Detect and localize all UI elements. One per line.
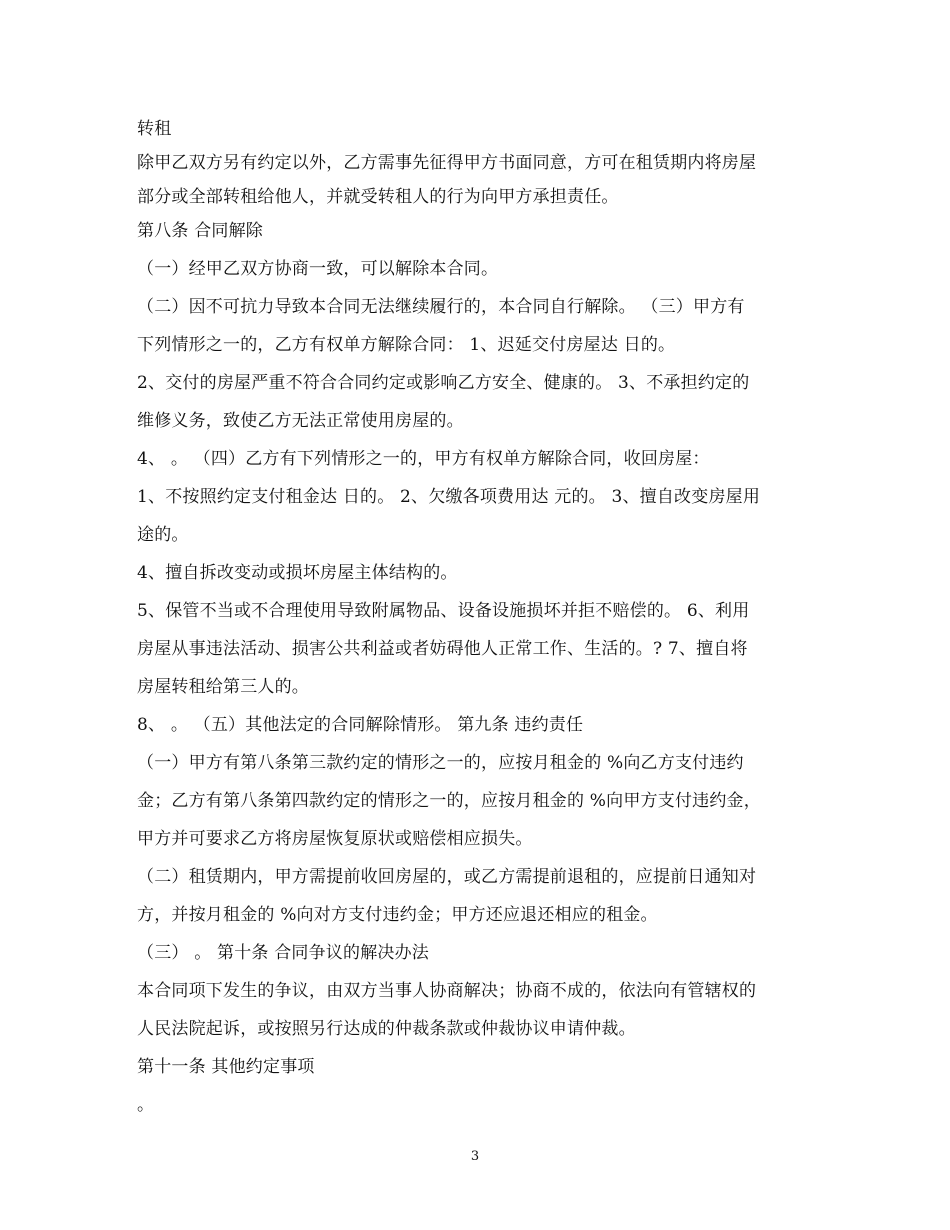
text-line: 甲方并可要求乙方将房屋恢复原状或赔偿相应损失。 xyxy=(137,829,533,849)
text-line: 金；乙方有第八条第四款约定的情形之一的，应按月租金的 %向甲方支付违约金， xyxy=(137,791,761,811)
text-line: 方，并按月租金的 %向对方支付违约金；甲方还应退还相应的租金。 xyxy=(137,905,658,925)
text-line: 5、保管不当或不合理使用导致附属物品、设备设施损坏并拒不赔偿的。 6、利用 xyxy=(137,601,750,621)
text-line: 房屋转租给第三人的。 xyxy=(137,677,309,697)
text-line: 下列情形之一的，乙方有权单方解除合同： 1、迟延交付房屋达 日的。 xyxy=(137,335,676,355)
text-line: （二）因不可抗力导致本合同无法继续履行的，本合同自行解除。 （三）甲方有 xyxy=(137,297,745,317)
text-line: 人民法院起诉，或按照另行达成的仲裁条款或仲裁协议申请仲裁。 xyxy=(137,1019,636,1039)
text-line: 。 xyxy=(137,1095,155,1115)
document-body xyxy=(137,116,817,1118)
text-line: （三） 。 第十条 合同争议的解决办法 xyxy=(137,943,430,963)
text-line: 维修义务，致使乙方无法正常使用房屋的。 xyxy=(137,411,464,431)
text-line: 转租 xyxy=(137,119,172,139)
text-line: 除甲乙双方另有约定以外，乙方需事先征得甲方书面同意，方可在租赁期内将房屋 xyxy=(137,153,757,173)
section-heading: 第八条 合同解除 xyxy=(137,221,264,241)
text-line: （一）经甲乙双方协商一致，可以解除本合同。 xyxy=(137,259,499,279)
text-line: 2、交付的房屋严重不符合合同约定或影响乙方安全、健康的。 3、不承担约定的 xyxy=(137,373,750,393)
text-line: （一）甲方有第八条第三款约定的情形之一的，应按月租金的 %向乙方支付违约 xyxy=(137,753,744,773)
text-line: 4、擅自拆改变动或损坏房屋主体结构的。 xyxy=(137,563,458,583)
text-line: 房屋从事违法活动、损害公共利益或者妨碍他人正常工作、生活的。? 7、擅自将 xyxy=(137,639,748,659)
text-line: 8、 。 （五）其他法定的合同解除情形。 第九条 违约责任 xyxy=(137,715,584,735)
text-line: 途的。 xyxy=(137,525,189,545)
text-line: 1、不按照约定支付租金达 日的。 2、欠缴各项费用达 元的。 3、擅自改变房屋用 xyxy=(137,487,761,507)
text-line: 本合同项下发生的争议，由双方当事人协商解决；协商不成的，依法向有管辖权的 xyxy=(137,981,757,1001)
text-line: 部分或全部转租给他人，并就受转租人的行为向甲方承担责任。 xyxy=(137,187,619,207)
text-line: 4、 。 （四）乙方有下列情形之一的，甲方有权单方解除合同，收回房屋： xyxy=(137,449,710,469)
page-number: 3 xyxy=(470,1149,480,1164)
text-line: （二）租赁期内，甲方需提前收回房屋的，或乙方需提前退租的，应提前日通知对 xyxy=(137,867,757,887)
section-heading: 第十一条 其他约定事项 xyxy=(137,1057,315,1077)
